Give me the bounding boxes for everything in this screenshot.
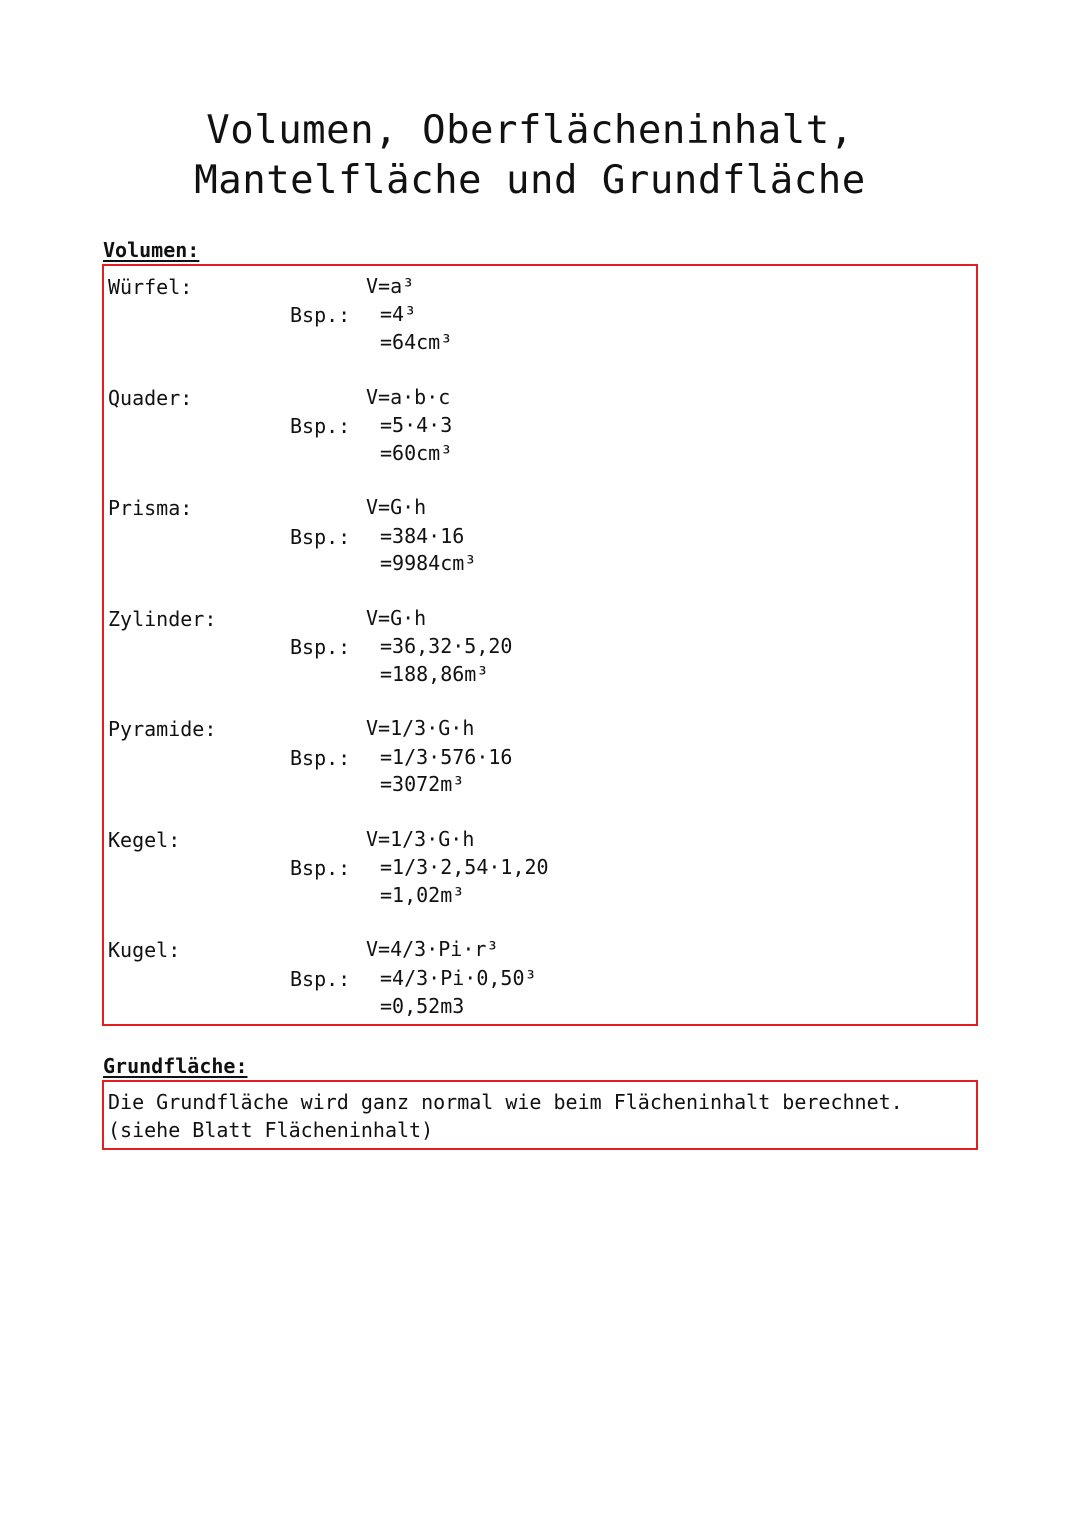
shape-name: Prisma: bbox=[108, 496, 193, 520]
shape-formula: V=1/3·G·h bbox=[366, 716, 475, 740]
shape-formula: V=a³ bbox=[366, 274, 415, 298]
example-label: Bsp.: bbox=[290, 856, 351, 880]
example-label: Bsp.: bbox=[290, 414, 351, 438]
page-title-line-2: Mantelfläche und Grundfläche bbox=[194, 158, 866, 203]
grundflaeche-heading: Grundfläche: bbox=[103, 1054, 248, 1078]
example-label: Bsp.: bbox=[290, 746, 351, 770]
shape-name: Pyramide: bbox=[108, 717, 217, 741]
shape-example: =4/3·Pi·0,50³ bbox=[380, 966, 537, 990]
page-title-line-1: Volumen, Oberflächeninhalt, bbox=[206, 108, 854, 153]
shape-result: =3072m³ bbox=[380, 772, 465, 796]
shape-example: =384·16 bbox=[380, 524, 465, 548]
shape-result: =9984cm³ bbox=[380, 551, 477, 575]
volumen-box bbox=[102, 264, 978, 1026]
shape-result: =188,86m³ bbox=[380, 662, 489, 686]
shape-formula: V=4/3·Pi·r³ bbox=[366, 937, 499, 961]
shape-example: =5·4·3 bbox=[380, 413, 453, 437]
shape-name: Kugel: bbox=[108, 938, 181, 962]
shape-example: =1/3·576·16 bbox=[380, 745, 513, 769]
shape-example: =36,32·5,20 bbox=[380, 634, 513, 658]
shape-name: Kegel: bbox=[108, 828, 181, 852]
example-label: Bsp.: bbox=[290, 303, 351, 327]
shape-example: =4³ bbox=[380, 302, 417, 326]
volumen-heading: Volumen: bbox=[103, 238, 200, 262]
grundflaeche-text-line-1: Die Grundfläche wird ganz normal wie beim Flächeninhalt berechnet. bbox=[108, 1090, 903, 1114]
grundflaeche-box bbox=[102, 1080, 978, 1150]
shape-formula: V=a·b·c bbox=[366, 385, 451, 409]
shape-result: =1,02m³ bbox=[380, 883, 465, 907]
shape-result: =0,52m3 bbox=[380, 994, 465, 1018]
shape-name: Quader: bbox=[108, 386, 193, 410]
example-label: Bsp.: bbox=[290, 635, 351, 659]
shape-example: =1/3·2,54·1,20 bbox=[380, 855, 549, 879]
shape-result: =60cm³ bbox=[380, 441, 453, 465]
shape-result: =64cm³ bbox=[380, 330, 453, 354]
shape-name: Zylinder: bbox=[108, 607, 217, 631]
shape-name: Würfel: bbox=[108, 275, 193, 299]
example-label: Bsp.: bbox=[290, 525, 351, 549]
shape-formula: V=G·h bbox=[366, 495, 427, 519]
example-label: Bsp.: bbox=[290, 967, 351, 991]
shape-formula: V=G·h bbox=[366, 606, 427, 630]
grundflaeche-text-line-2: (siehe Blatt Flächeninhalt) bbox=[108, 1118, 434, 1142]
shape-formula: V=1/3·G·h bbox=[366, 827, 475, 851]
